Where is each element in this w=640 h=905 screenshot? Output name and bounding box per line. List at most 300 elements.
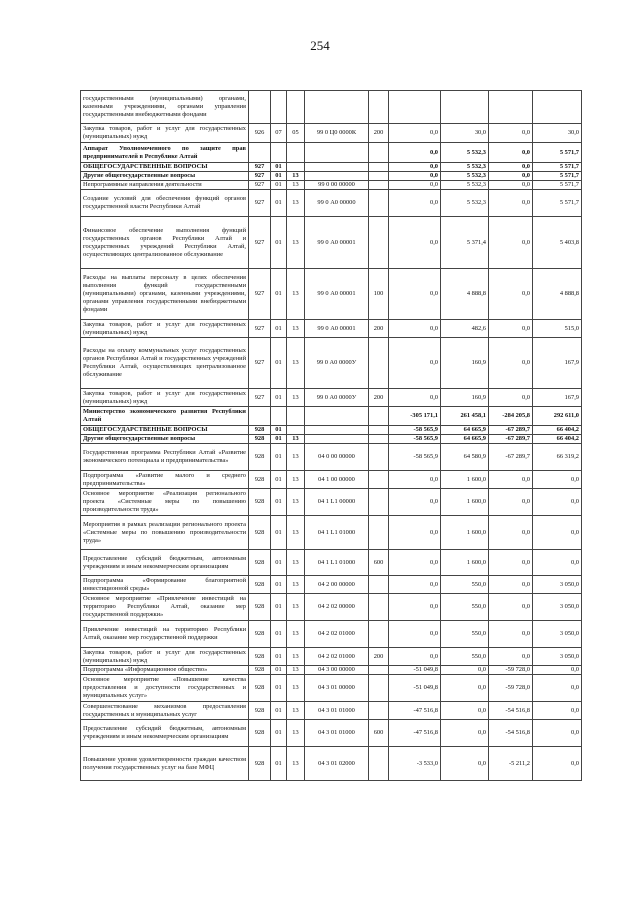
cell-amount-3: -5 211,2	[489, 747, 533, 781]
cell-vr: 600	[369, 720, 389, 747]
cell-rz: 01	[271, 389, 287, 407]
cell-amount-1: 0,0	[389, 320, 441, 338]
table-row	[81, 516, 582, 550]
budget-table	[80, 90, 582, 781]
table-row	[81, 720, 582, 747]
table-row	[81, 621, 582, 648]
cell-vr	[369, 407, 389, 426]
cell-amount-2: 5 532,3	[441, 172, 489, 181]
cell-name: Мероприятия в рамках реализации регионального проекта «Системные меры по повышению производительности труда»	[81, 516, 249, 550]
cell-vr	[369, 444, 389, 471]
cell-name: Предоставление субсидий бюджетным, автономным учреждениям и иным некоммерческим организациям	[81, 550, 249, 576]
cell-rz: 01	[271, 516, 287, 550]
cell-amount-1: 0,0	[389, 471, 441, 489]
page-number: 254	[310, 38, 330, 53]
cell-csr: 04 3 01 01000	[305, 702, 369, 720]
cell-name: Подпрограмма «Информационное общество»	[81, 666, 249, 675]
cell-ved	[249, 407, 271, 426]
cell-ved: 927	[249, 320, 271, 338]
cell-amount-4: 292 611,0	[533, 407, 582, 426]
cell-vr	[369, 594, 389, 621]
cell-pr	[287, 163, 305, 172]
cell-amount-4: 66 319,2	[533, 444, 582, 471]
cell-amount-1: 0,0	[389, 338, 441, 389]
table-row	[81, 550, 582, 576]
cell-vr	[369, 426, 389, 435]
cell-amount-1: 0,0	[389, 163, 441, 172]
cell-ved: 928	[249, 666, 271, 675]
cell-amount-3: 0,0	[489, 489, 533, 516]
cell-amount-2: 0,0	[441, 675, 489, 702]
cell-name: Основное мероприятие «Привлечение инвестиций на территорию Республики Алтай, оказание мер государственной поддержки»	[81, 594, 249, 621]
cell-amount-1: 0,0	[389, 576, 441, 594]
cell-pr: 13	[287, 648, 305, 666]
cell-name: Совершенствование механизмов предоставления государственных и муниципальных услуг	[81, 702, 249, 720]
cell-amount-1: 0,0	[389, 124, 441, 143]
cell-name: Создание условий для обеспечения функций органов государственной власти Республики Алтай	[81, 190, 249, 217]
cell-amount-2: 550,0	[441, 621, 489, 648]
cell-pr: 13	[287, 576, 305, 594]
cell-amount-3: 0,0	[489, 163, 533, 172]
cell-amount-1: 0,0	[389, 550, 441, 576]
cell-amount-3: 0,0	[489, 320, 533, 338]
cell-name: государственными (муниципальными) органами, казенными учреждениями, органами управления государственными внебюджетными фондами	[81, 91, 249, 124]
table-row	[81, 124, 582, 143]
cell-csr	[305, 91, 369, 124]
cell-name: Министерство экономического развития Республики Алтай	[81, 407, 249, 426]
cell-amount-2: 64 665,9	[441, 426, 489, 435]
cell-vr	[369, 666, 389, 675]
cell-pr	[287, 426, 305, 435]
cell-amount-4: 0,0	[533, 702, 582, 720]
cell-amount-2: 0,0	[441, 720, 489, 747]
cell-name: ОБЩЕГОСУДАРСТВЕННЫЕ ВОПРОСЫ	[81, 163, 249, 172]
cell-ved: 927	[249, 172, 271, 181]
cell-rz: 01	[271, 702, 287, 720]
cell-rz: 01	[271, 489, 287, 516]
cell-amount-4	[533, 91, 582, 124]
cell-pr: 13	[287, 720, 305, 747]
cell-amount-2: 1 600,0	[441, 489, 489, 516]
cell-vr: 200	[369, 389, 389, 407]
cell-csr: 99 0 А0 00001	[305, 320, 369, 338]
cell-amount-3: -54 516,8	[489, 720, 533, 747]
cell-amount-1: -51 049,8	[389, 675, 441, 702]
cell-pr: 13	[287, 444, 305, 471]
cell-pr: 13	[287, 747, 305, 781]
table-row	[81, 426, 582, 435]
cell-rz: 01	[271, 675, 287, 702]
cell-amount-4: 0,0	[533, 666, 582, 675]
table-row	[81, 91, 582, 124]
cell-vr	[369, 621, 389, 648]
cell-amount-2: 0,0	[441, 702, 489, 720]
cell-amount-1: 0,0	[389, 516, 441, 550]
cell-rz	[271, 91, 287, 124]
cell-vr	[369, 702, 389, 720]
cell-amount-4: 3 050,0	[533, 576, 582, 594]
cell-vr	[369, 576, 389, 594]
cell-rz: 01	[271, 426, 287, 435]
cell-vr	[369, 163, 389, 172]
cell-rz: 01	[271, 217, 287, 269]
cell-pr: 13	[287, 338, 305, 389]
cell-amount-2: 30,0	[441, 124, 489, 143]
cell-amount-2: 0,0	[441, 747, 489, 781]
cell-amount-3: -59 728,0	[489, 666, 533, 675]
cell-csr	[305, 143, 369, 163]
cell-amount-2: 261 458,1	[441, 407, 489, 426]
cell-amount-2: 5 532,3	[441, 181, 489, 190]
cell-amount-2: 550,0	[441, 648, 489, 666]
cell-amount-2: 64 665,9	[441, 435, 489, 444]
cell-vr	[369, 143, 389, 163]
cell-amount-3: -67 289,7	[489, 435, 533, 444]
cell-amount-3	[489, 91, 533, 124]
cell-amount-4: 66 404,2	[533, 435, 582, 444]
cell-csr: 04 1 00 00000	[305, 471, 369, 489]
table-row	[81, 190, 582, 217]
cell-amount-4: 3 050,0	[533, 594, 582, 621]
cell-pr: 05	[287, 124, 305, 143]
cell-ved: 927	[249, 190, 271, 217]
cell-ved: 927	[249, 181, 271, 190]
cell-name: Непрограммные направления деятельности	[81, 181, 249, 190]
cell-name: Закупка товаров, работ и услуг для государственных (муниципальных) нужд	[81, 648, 249, 666]
cell-rz: 01	[271, 720, 287, 747]
table-body	[81, 91, 582, 781]
cell-vr	[369, 172, 389, 181]
cell-rz: 01	[271, 338, 287, 389]
cell-amount-1: 0,0	[389, 648, 441, 666]
cell-amount-2: 482,6	[441, 320, 489, 338]
cell-name: Привлечение инвестиций на территорию Республики Алтай, оказание мер государственной поддержки	[81, 621, 249, 648]
cell-pr: 13	[287, 471, 305, 489]
cell-pr: 13	[287, 320, 305, 338]
cell-pr: 13	[287, 675, 305, 702]
cell-amount-3: 0,0	[489, 516, 533, 550]
cell-csr	[305, 407, 369, 426]
cell-amount-2: 0,0	[441, 666, 489, 675]
cell-amount-1: -58 565,9	[389, 435, 441, 444]
cell-name: Закупка товаров, работ и услуг для государственных (муниципальных) нужд	[81, 389, 249, 407]
cell-rz: 01	[271, 190, 287, 217]
cell-amount-4: 5 571,7	[533, 163, 582, 172]
cell-name: Расходы на оплату коммунальных услуг государственных органов Республики Алтай и государственных учреждений Республики Алтай, осуществляющих централизованное обслуживание	[81, 338, 249, 389]
cell-name: Предоставление субсидий бюджетным, автономным учреждениям и иным некоммерческим организациям	[81, 720, 249, 747]
cell-amount-1: -305 171,1	[389, 407, 441, 426]
table-row	[81, 489, 582, 516]
cell-name: Государственная программа Республики Алтай «Развитие экономического потенциала и предпринимательства»	[81, 444, 249, 471]
cell-amount-3: 0,0	[489, 648, 533, 666]
cell-csr: 99 0 А0 00001	[305, 217, 369, 269]
cell-amount-2: 64 580,9	[441, 444, 489, 471]
cell-amount-3: -59 728,0	[489, 675, 533, 702]
cell-ved: 927	[249, 389, 271, 407]
cell-amount-1: 0,0	[389, 217, 441, 269]
cell-ved: 928	[249, 576, 271, 594]
cell-rz: 01	[271, 181, 287, 190]
table-row	[81, 594, 582, 621]
cell-amount-3: 0,0	[489, 181, 533, 190]
cell-amount-1: -58 565,9	[389, 444, 441, 471]
table-row	[81, 389, 582, 407]
cell-amount-4: 66 404,2	[533, 426, 582, 435]
cell-amount-1: -47 516,8	[389, 702, 441, 720]
cell-csr: 04 1 L1 00000	[305, 489, 369, 516]
cell-amount-3: 0,0	[489, 576, 533, 594]
cell-vr	[369, 217, 389, 269]
cell-pr: 13	[287, 516, 305, 550]
cell-pr: 13	[287, 594, 305, 621]
cell-amount-2: 5 532,3	[441, 163, 489, 172]
table-row	[81, 320, 582, 338]
cell-name: ОБЩЕГОСУДАРСТВЕННЫЕ ВОПРОСЫ	[81, 426, 249, 435]
cell-name: Подпрограмма «Развитие малого и среднего предпринимательства»	[81, 471, 249, 489]
cell-amount-4: 167,9	[533, 389, 582, 407]
cell-rz: 01	[271, 471, 287, 489]
cell-vr: 100	[369, 269, 389, 320]
cell-csr: 99 0 Ц0 0000К	[305, 124, 369, 143]
cell-csr: 04 2 00 00000	[305, 576, 369, 594]
cell-amount-2: 550,0	[441, 576, 489, 594]
cell-ved: 928	[249, 426, 271, 435]
cell-amount-3: 0,0	[489, 389, 533, 407]
cell-rz: 01	[271, 320, 287, 338]
cell-pr: 13	[287, 181, 305, 190]
cell-amount-3: -67 289,7	[489, 426, 533, 435]
cell-name: Расходы на выплаты персоналу в целях обеспечения выполнения функций государственными (муниципальными) органами, казенными учреждениями, органами управления государственными внебюджетными фондами	[81, 269, 249, 320]
cell-csr: 04 3 01 01000	[305, 720, 369, 747]
cell-amount-3: -67 289,7	[489, 444, 533, 471]
cell-rz: 01	[271, 576, 287, 594]
cell-amount-3: 0,0	[489, 338, 533, 389]
cell-ved: 928	[249, 471, 271, 489]
cell-csr: 04 0 00 00000	[305, 444, 369, 471]
cell-amount-1: -47 516,8	[389, 720, 441, 747]
cell-rz: 01	[271, 648, 287, 666]
table-row	[81, 143, 582, 163]
cell-ved	[249, 91, 271, 124]
table-row	[81, 407, 582, 426]
cell-amount-2	[441, 91, 489, 124]
cell-rz: 01	[271, 594, 287, 621]
cell-amount-4: 0,0	[533, 675, 582, 702]
cell-amount-3: 0,0	[489, 143, 533, 163]
cell-amount-4: 0,0	[533, 747, 582, 781]
cell-rz: 01	[271, 550, 287, 576]
cell-amount-2: 550,0	[441, 594, 489, 621]
cell-vr	[369, 338, 389, 389]
cell-rz: 01	[271, 666, 287, 675]
cell-pr: 13	[287, 550, 305, 576]
cell-pr: 13	[287, 172, 305, 181]
cell-pr: 13	[287, 666, 305, 675]
cell-pr: 13	[287, 435, 305, 444]
cell-amount-3: 0,0	[489, 471, 533, 489]
cell-csr: 04 3 00 00000	[305, 666, 369, 675]
cell-name: Основное мероприятие «Реализация регионального проекта «Системные меры по повышению производительности труда»	[81, 489, 249, 516]
cell-ved: 927	[249, 217, 271, 269]
table-row	[81, 181, 582, 190]
cell-amount-3: 0,0	[489, 621, 533, 648]
cell-amount-3: 0,0	[489, 124, 533, 143]
cell-name: Подпрограмма «Формирование благоприятной инвестиционной среды»	[81, 576, 249, 594]
table-row	[81, 702, 582, 720]
cell-amount-4: 5 571,7	[533, 172, 582, 181]
cell-vr	[369, 91, 389, 124]
cell-vr: 200	[369, 124, 389, 143]
table-row	[81, 648, 582, 666]
cell-vr	[369, 190, 389, 217]
cell-vr	[369, 489, 389, 516]
cell-amount-4: 5 571,7	[533, 181, 582, 190]
cell-amount-2: 5 371,4	[441, 217, 489, 269]
cell-rz: 01	[271, 444, 287, 471]
table-row	[81, 338, 582, 389]
cell-csr	[305, 426, 369, 435]
cell-pr: 13	[287, 702, 305, 720]
cell-name: Финансовое обеспечение выполнения функций государственных органов Республики Алтай и государственных учреждений Республики Алтай, осуществляющих централизованное обслуживание	[81, 217, 249, 269]
cell-ved: 927	[249, 338, 271, 389]
cell-rz	[271, 143, 287, 163]
cell-amount-1: -58 565,9	[389, 426, 441, 435]
cell-name: Аппарат Уполномоченного по защите прав предпринимателей в Республике Алтай	[81, 143, 249, 163]
cell-name: Закупка товаров, работ и услуг для государственных (муниципальных) нужд	[81, 320, 249, 338]
cell-amount-4: 0,0	[533, 720, 582, 747]
cell-rz: 01	[271, 269, 287, 320]
table-row	[81, 435, 582, 444]
cell-amount-2: 5 532,3	[441, 190, 489, 217]
cell-pr: 13	[287, 621, 305, 648]
table-row	[81, 471, 582, 489]
cell-ved: 927	[249, 269, 271, 320]
cell-pr: 13	[287, 269, 305, 320]
cell-vr	[369, 471, 389, 489]
cell-csr	[305, 172, 369, 181]
cell-amount-2: 5 532,3	[441, 143, 489, 163]
cell-csr: 04 3 01 00000	[305, 675, 369, 702]
cell-vr: 600	[369, 550, 389, 576]
cell-rz: 01	[271, 163, 287, 172]
cell-csr: 99 0 А0 00001	[305, 269, 369, 320]
cell-rz: 07	[271, 124, 287, 143]
cell-pr: 13	[287, 489, 305, 516]
cell-pr: 13	[287, 389, 305, 407]
cell-name: Закупка товаров, работ и услуг для государственных (муниципальных) нужд	[81, 124, 249, 143]
cell-pr: 13	[287, 217, 305, 269]
cell-amount-2: 160,9	[441, 389, 489, 407]
cell-amount-1: 0,0	[389, 621, 441, 648]
cell-csr	[305, 163, 369, 172]
cell-amount-2: 160,9	[441, 338, 489, 389]
cell-amount-3: 0,0	[489, 217, 533, 269]
cell-amount-4: 5 571,7	[533, 190, 582, 217]
cell-amount-4: 4 888,8	[533, 269, 582, 320]
cell-amount-2: 1 600,0	[441, 471, 489, 489]
cell-pr	[287, 143, 305, 163]
table-row	[81, 269, 582, 320]
cell-amount-3: 0,0	[489, 594, 533, 621]
cell-ved: 928	[249, 550, 271, 576]
cell-amount-4: 0,0	[533, 471, 582, 489]
cell-amount-4: 0,0	[533, 489, 582, 516]
cell-amount-4: 167,9	[533, 338, 582, 389]
cell-csr: 04 2 02 01000	[305, 621, 369, 648]
cell-rz: 01	[271, 621, 287, 648]
cell-csr: 04 2 02 00000	[305, 594, 369, 621]
cell-vr	[369, 181, 389, 190]
cell-csr: 04 1 L1 01000	[305, 516, 369, 550]
cell-amount-2: 1 600,0	[441, 516, 489, 550]
cell-csr: 04 2 02 01000	[305, 648, 369, 666]
cell-amount-1: 0,0	[389, 489, 441, 516]
cell-amount-3: 0,0	[489, 190, 533, 217]
cell-name: Другие общегосударственные вопросы	[81, 435, 249, 444]
cell-ved: 928	[249, 594, 271, 621]
cell-name: Повышение уровня удовлетворенности граждан качеством получения государственных услуг на базе МФЦ	[81, 747, 249, 781]
cell-rz: 01	[271, 172, 287, 181]
table-row	[81, 217, 582, 269]
cell-csr: 99 0 А0 0000У	[305, 389, 369, 407]
cell-pr	[287, 407, 305, 426]
cell-amount-3: -284 205,8	[489, 407, 533, 426]
cell-amount-4: 3 050,0	[533, 648, 582, 666]
cell-csr: 99 0 00 00000	[305, 181, 369, 190]
cell-amount-1: 0,0	[389, 190, 441, 217]
cell-ved: 926	[249, 124, 271, 143]
cell-amount-4: 0,0	[533, 550, 582, 576]
cell-amount-4: 5 571,7	[533, 143, 582, 163]
cell-csr: 04 3 01 02000	[305, 747, 369, 781]
cell-amount-1: 0,0	[389, 594, 441, 621]
cell-amount-2: 4 888,8	[441, 269, 489, 320]
cell-name: Основное мероприятие «Повышение качества предоставления и доступности государственных и муниципальных услуг»	[81, 675, 249, 702]
cell-amount-4: 0,0	[533, 516, 582, 550]
cell-ved: 928	[249, 675, 271, 702]
cell-amount-1: 0,0	[389, 181, 441, 190]
table-row	[81, 444, 582, 471]
cell-rz	[271, 407, 287, 426]
cell-ved: 928	[249, 747, 271, 781]
cell-ved: 928	[249, 702, 271, 720]
cell-amount-3: -54 516,8	[489, 702, 533, 720]
cell-ved: 927	[249, 163, 271, 172]
cell-vr: 200	[369, 320, 389, 338]
cell-ved: 928	[249, 444, 271, 471]
cell-amount-4: 3 050,0	[533, 621, 582, 648]
cell-vr: 200	[369, 648, 389, 666]
table-row	[81, 172, 582, 181]
cell-amount-3: 0,0	[489, 172, 533, 181]
cell-csr: 04 1 L1 01000	[305, 550, 369, 576]
cell-csr: 99 0 А0 0000У	[305, 338, 369, 389]
cell-amount-3: 0,0	[489, 550, 533, 576]
cell-vr	[369, 435, 389, 444]
cell-amount-1: 0,0	[389, 172, 441, 181]
cell-csr	[305, 435, 369, 444]
cell-amount-4: 515,0	[533, 320, 582, 338]
cell-rz: 01	[271, 747, 287, 781]
cell-ved: 928	[249, 489, 271, 516]
cell-ved: 928	[249, 648, 271, 666]
cell-amount-1	[389, 91, 441, 124]
cell-amount-1: 0,0	[389, 269, 441, 320]
table-row	[81, 747, 582, 781]
cell-rz: 01	[271, 435, 287, 444]
cell-ved: 928	[249, 621, 271, 648]
cell-ved	[249, 143, 271, 163]
